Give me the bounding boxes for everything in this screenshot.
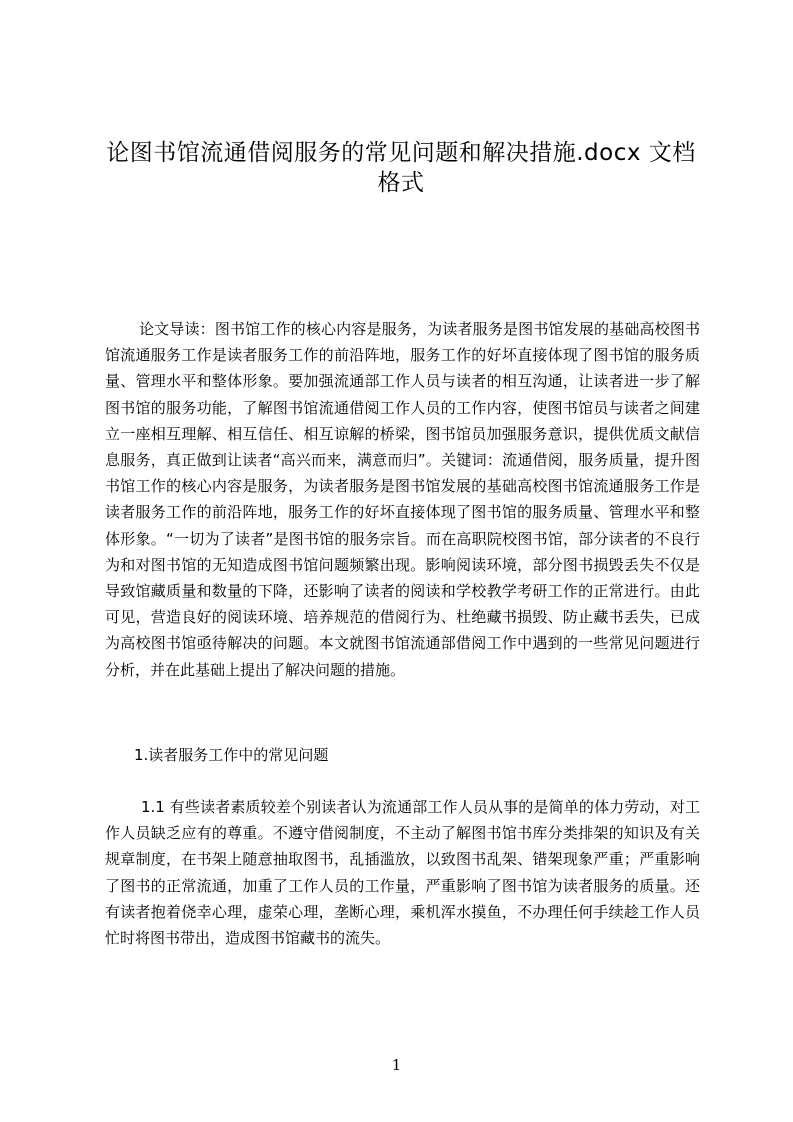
section-heading: 1.读者服务工作中的常见问题 — [134, 746, 329, 764]
section-paragraph: 1.1 有些读者素质较差个别读者认为流通部工作人员从事的是简单的体力劳动，对工作人员缺乏应有的尊重。不遵守借阅制度，不主动了解图书馆书库分类排架的知识及有关规章制度，在书架上随意抽取图书，乱插滥放，以致图书乱架、错架现象严重；严重影响了图书的正常流通，加重了工作人员的工作量，严重影响了图书馆为读者服务的质量。还有读者抱着侥幸心理，虚荣心理，垄断心理，乘机浑水摸鱼，不办理任何手续趁工作人员忙时将图书带出，造成图书馆藏书的流失。 — [105, 798, 700, 948]
abstract-paragraph: 论文导读：图书馆工作的核心内容是服务，为读者服务是图书馆发展的基础高校图书馆流通服务工作是读者服务工作的前沿阵地，服务工作的好坏直接体现了图书馆的服务质量、管理水平和整体形象。要加强流通部工作人员与读者的相互沟通，让读者进一步了解图书馆的服务功能，了解图书馆流通借阅工作人员的工作内容，使图书馆员与读者之间建立一座相互理解、相互信任、相互谅解的桥梁，图书馆员加强服务意识，提供优质文献信息服务，真正做到让读者“高兴而来，满意而归”。关键词：流通借阅，服务质量，提升图书馆工作的核心内容是服务，为读者服务是图书馆发展的基础高校图书馆流通服务工作是读者服务工作的前沿阵地，服务工作的好坏直接体现了图书馆的服务质量、管理水平和整体形象。“一切为了读者”是图书馆的服务宗旨。而在高职院校图书馆，部分读者的不良行为和对图书馆的无知造成图书馆问题频繁出现。影响阅读环境，部分图书损毁丢失不仅是导致馆藏质量和数量的下降，还影响了读者的阅读和学校教学考研工作的正常进行。由此可见，营造良好的阅读环境、培养规范的借阅行为、杜绝藏书损毁、防止藏书丢失，已成为高校图书馆亟待解决的问题。本文就图书馆流通部借阅工作中遇到的一些常见问题进行分析，并在此基础上提出了解决问题的措施。 — [105, 320, 700, 679]
document-title: 论图书馆流通借阅服务的常见问题和解决措施.docx 文档格式 — [106, 140, 696, 196]
page-number: 1 — [391, 1056, 402, 1074]
